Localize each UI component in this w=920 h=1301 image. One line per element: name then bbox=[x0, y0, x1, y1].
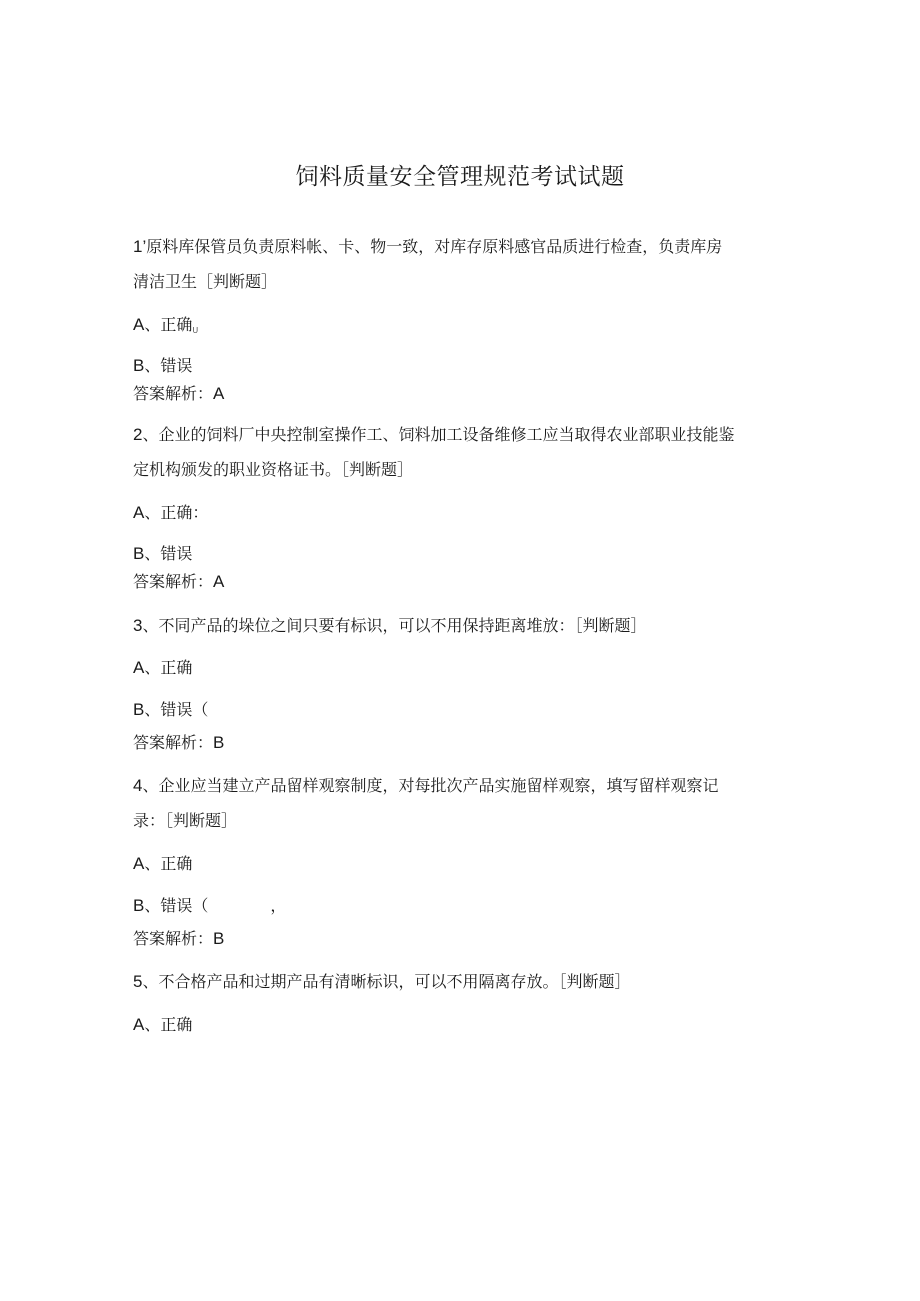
document-title: 饲料质量安全管理规范考试试题 bbox=[295, 164, 625, 190]
question-1-option-b bbox=[133, 354, 192, 378]
question-4-option-b bbox=[133, 894, 286, 918]
option-text: 错误 bbox=[160, 544, 193, 563]
option-trailing-mark: ， bbox=[270, 896, 287, 915]
option-text: 错误（ bbox=[160, 896, 209, 915]
question-text: 、不同产品的垛位之间只要有标识，可以不用保持距离堆放：［判断题］ bbox=[142, 616, 647, 635]
question-3-line-1 bbox=[133, 614, 646, 638]
question-5-line-1 bbox=[133, 970, 630, 994]
option-letter: A bbox=[133, 854, 145, 873]
option-text: 正确 bbox=[160, 1015, 193, 1034]
option-letter: B bbox=[133, 896, 145, 915]
answer-value: A bbox=[213, 572, 225, 591]
question-number: 5 bbox=[133, 972, 143, 991]
option-separator: 、 bbox=[144, 854, 161, 873]
option-text: 正确： bbox=[160, 503, 209, 522]
answer-label: 答案解析： bbox=[133, 572, 214, 591]
option-text: 正确 bbox=[160, 854, 193, 873]
question-text: 、企业应当建立产品留样观察制度，对每批次产品实施留样观察，填写留样观察记 bbox=[142, 776, 719, 795]
question-4-answer bbox=[133, 927, 224, 951]
question-3-option-a bbox=[133, 656, 192, 680]
question-1-line-2: 清洁卫生［判断题］ bbox=[133, 272, 278, 291]
option-separator: 、 bbox=[144, 544, 161, 563]
stray-mark: U bbox=[192, 326, 199, 335]
option-text: 错误 bbox=[160, 356, 193, 375]
option-letter: A bbox=[133, 658, 145, 677]
answer-label: 答案解析： bbox=[133, 929, 214, 948]
question-2-line-2: 定机构颁发的职业资格证书。［判断题］ bbox=[133, 460, 414, 479]
option-text: 正确 bbox=[160, 315, 193, 334]
option-separator: 、 bbox=[144, 356, 161, 375]
question-number: 1’ bbox=[133, 237, 147, 256]
option-separator: 、 bbox=[144, 315, 161, 334]
question-text: 、企业的饲料厂中央控制室操作工、饲料加工设备维修工应当取得农业部职业技能鉴 bbox=[142, 425, 735, 444]
option-separator: 、 bbox=[144, 896, 161, 915]
question-4-line-1 bbox=[133, 774, 718, 798]
question-4-line-2: 录：［判断题］ bbox=[133, 811, 238, 830]
question-2-option-a bbox=[133, 501, 208, 525]
option-separator: 、 bbox=[144, 700, 161, 719]
question-2-option-b bbox=[133, 542, 192, 566]
option-letter: B bbox=[133, 544, 145, 563]
question-1-answer bbox=[133, 382, 224, 406]
question-text: 、不合格产品和过期产品有清晰标识，可以不用隔离存放。［判断题］ bbox=[142, 972, 631, 991]
question-number: 3 bbox=[133, 616, 143, 635]
option-separator: 、 bbox=[144, 658, 161, 677]
question-4-option-a bbox=[133, 852, 192, 876]
question-number: 4 bbox=[133, 776, 143, 795]
question-1-line-1 bbox=[133, 235, 722, 259]
option-text: 错误（ bbox=[160, 700, 209, 719]
option-separator: 、 bbox=[144, 503, 161, 522]
question-5-option-a bbox=[133, 1013, 192, 1037]
answer-value: B bbox=[213, 929, 225, 948]
question-3-option-b bbox=[133, 698, 208, 722]
option-letter: A bbox=[133, 1015, 145, 1034]
option-letter: B bbox=[133, 700, 145, 719]
question-2-line-1 bbox=[133, 423, 734, 447]
question-text: 原料库保管员负责原料帐、卡、物一致，对库存原料感官品质进行检查，负责库房 bbox=[146, 237, 723, 256]
option-letter: B bbox=[133, 356, 145, 375]
question-number: 2 bbox=[133, 425, 143, 444]
answer-value: A bbox=[213, 384, 225, 403]
option-letter: A bbox=[133, 503, 145, 522]
question-2-answer bbox=[133, 570, 224, 594]
option-separator: 、 bbox=[144, 1015, 161, 1034]
option-letter: A bbox=[133, 315, 145, 334]
question-1-option-a bbox=[133, 313, 198, 343]
option-text: 正确 bbox=[160, 658, 193, 677]
answer-label: 答案解析： bbox=[133, 384, 214, 403]
answer-value: B bbox=[213, 733, 225, 752]
answer-label: 答案解析： bbox=[133, 733, 214, 752]
question-3-answer bbox=[133, 731, 224, 755]
